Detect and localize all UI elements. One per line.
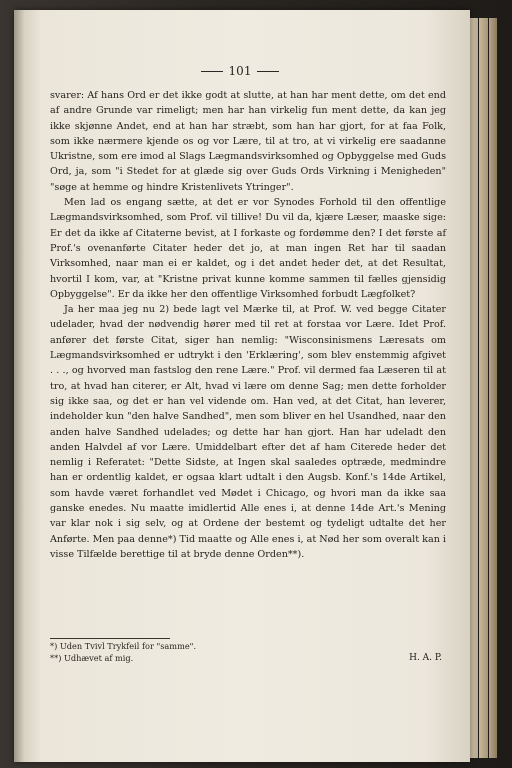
paragraph: svarer: Af hans Ord er det ikke godt at slutte, at han har ment dette, om det end af andre Grunde var rimeligt; men har han virkelig fun ment dette, da kan jeg ikke skjønne Andet, end at han har stræbt, som han har gjort, for at faa Folk, som ikke nærmere kjende os og vor Lære, til at tro, at vi virkelig ere saadanne Ukristne, som ere imod al Slags Lægmandsvirksomhed og Opbyggelse med Guds Ord, ja, som "i Stedet for at glæde sig over Guds Ords Virkning i Menigheden" "søge at hemme og hindre Kristenlivets Ytringer".: [50, 90, 446, 193]
signature: H. A. P.: [409, 653, 442, 663]
footnotes: [50, 640, 446, 664]
page-edge: [479, 18, 488, 758]
page-number: [40, 64, 440, 78]
footnote-rule: [50, 638, 170, 639]
page-edge: [489, 18, 497, 758]
body-text: [50, 88, 446, 562]
paragraph: Men lad os engang sætte, at det er vor Synodes Forhold til den offentlige Lægmandsvirksomhed, som Prof. vil tillive! Du vil da, kjære Læser, maaske sige: Er det da ikke af Citaterne bevist, at I forkaste og fordømme den? I det første af Prof.'s ovenanførte Citater heder det jo, at man ingen Ret har til saadan Virksomhed, naar man ei er kaldet, og i det andet heder det, at det Resultat, hvortil I kom, var, at "Kristne privat kunne komme sammen til fælles gjensidig Opbyggelse". Er da ikke her den offentlige Virksomhed forbudt Lægfolket?: [50, 197, 446, 300]
page-number-rule-right: [257, 71, 279, 72]
page-number-text: 101: [228, 64, 252, 78]
paragraph: Ja her maa jeg nu 2) bede lagt vel Mærke til, at Prof. W. ved begge Citater udelader, hvad der nødvendig hører med til ret at forstaa vor Lære. Idet Prof. anfører det første Citat, siger han nemlig: "Wisconsinismens Læresats om Lægmandsvirksomhed er udtrykt i den 'Erklæring', som blev enstemmig afgivet . . ., og hvorved man fastslog den rene Lære." Prof. vil dermed faa Læseren til at tro, at hvad han citerer, er Alt, hvad vi lære om denne Sag; men dette forholder sig ikke saa, og det er han vel vidende om. Han ved, at det Citat, han leverer, indeholder kun "den halve Sandhed", men som bliver en hel Usandhed, naar den anden halve Sandhed udelades; og dette har han gjort. Han har udeladt den anden Halvdel af vor Lære. Umiddelbart efter det af ham Citerede heder det nemlig i Referatet: "Dette Sidste, at Ingen skal saaledes optræde, medmindre han er ordentlig kaldet, er ogsaa klart udtalt i den Augsb. Konf.'s 14de Artikel, som havde været forhandlet ved Mødet i Chicago, og hvori man da ikke saa ganske enedes. Nu maatte imidlertid Alle enes i, at denne 14de Art.'s Mening var klar nok i sig selv, og at Ordene der bestemt og tydeligt udtalte det her Anførte. Men paa denne*) Tid maatte og Alle enes i, at Nød her som overalt kan i visse Tilfælde berettige til at bryde denne Orden**).: [50, 304, 446, 560]
footnote: **) Udhævet af mig.: [50, 653, 134, 663]
footnote: *) Uden Tvivl Trykfeil for "samme".: [50, 641, 197, 651]
page-number-rule-left: [201, 71, 223, 72]
page-gutter: [14, 10, 24, 762]
